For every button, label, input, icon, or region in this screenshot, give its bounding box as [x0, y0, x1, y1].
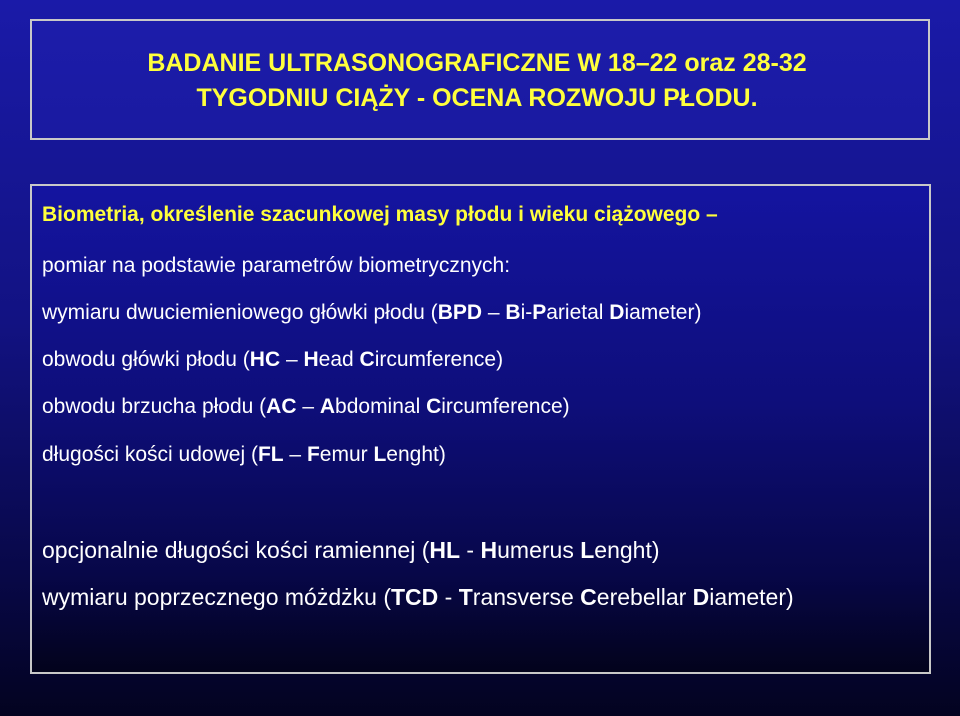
hc-abbr: HC	[249, 348, 281, 371]
hl-abbr: HL	[429, 537, 461, 563]
hc-line	[42, 347, 503, 373]
bpd-line	[42, 300, 701, 326]
tcd-line	[42, 583, 794, 611]
bpd-t3: iameter)	[624, 301, 702, 324]
ac-dash: –	[296, 395, 320, 418]
content-box	[30, 184, 931, 674]
title-box	[30, 19, 930, 140]
bpd-t2: arietal	[546, 301, 610, 324]
intro-line: pomiar na podstawie parametrów biometrycznych:	[42, 254, 511, 277]
fl-b1: F	[306, 443, 320, 466]
bpd-b2: P	[532, 301, 547, 324]
hl-dash: -	[460, 537, 481, 563]
hc-b2: C	[359, 348, 375, 371]
fl-dash: –	[283, 443, 307, 466]
hc-b1: H	[303, 348, 319, 371]
fl-abbr: FL	[257, 443, 284, 466]
hc-t2: ircumference)	[374, 348, 504, 371]
title-line-1: BADANIE ULTRASONOGRAFICZNE W 18–22 oraz 28-32	[147, 49, 807, 77]
hl-b1: H	[480, 537, 498, 563]
hc-t1: ead	[318, 348, 360, 371]
ac-b2: C	[426, 395, 442, 418]
ac-abbr: AC	[266, 395, 297, 418]
fl-line	[42, 442, 446, 468]
hc-pre: obwodu główki płodu (	[42, 348, 250, 371]
tcd-b1: T	[458, 584, 473, 610]
bpd-b1: B	[505, 301, 521, 324]
biometry-heading: Biometria, określenie szacunkowej masy płodu i wieku ciążowego –	[42, 203, 718, 226]
bpd-b3: D	[609, 301, 625, 324]
tcd-abbr: TCD	[390, 584, 439, 610]
tcd-dash: -	[438, 584, 459, 610]
tcd-b3: D	[692, 584, 710, 610]
title-line-2: TYGODNIU CIĄŻY - OCENA ROZWOJU PŁODU.	[196, 84, 758, 112]
ac-line	[42, 394, 570, 420]
fl-t2: enght)	[386, 443, 446, 466]
tcd-t1: ransverse	[472, 584, 581, 610]
bpd-dash: –	[482, 301, 506, 324]
fl-b2: L	[373, 443, 387, 466]
tcd-pre: wymiaru poprzecznego móżdżku (	[42, 584, 391, 610]
hc-dash: –	[280, 348, 304, 371]
ac-t1: bdominal	[335, 395, 427, 418]
ac-b1: A	[319, 395, 336, 418]
ac-t2: ircumference)	[441, 395, 570, 418]
tcd-b2: C	[580, 584, 597, 610]
fl-pre: długości kości udowej (	[42, 443, 258, 466]
hl-b2: L	[580, 537, 595, 563]
bpd-abbr: BPD	[437, 301, 483, 324]
hl-t1: umerus	[497, 537, 581, 563]
hl-line	[42, 536, 660, 564]
fl-t1: emur	[319, 443, 374, 466]
hl-pre: opcjonalnie długości kości ramiennej (	[42, 537, 430, 563]
tcd-t2: erebellar	[596, 584, 693, 610]
tcd-t3: iameter)	[709, 584, 794, 610]
ac-pre: obwodu brzucha płodu (	[42, 395, 267, 418]
bpd-t1: i-	[520, 301, 533, 324]
bpd-pre: wymiaru dwuciemieniowego główki płodu (	[42, 301, 438, 324]
hl-t2: enght)	[594, 537, 660, 563]
